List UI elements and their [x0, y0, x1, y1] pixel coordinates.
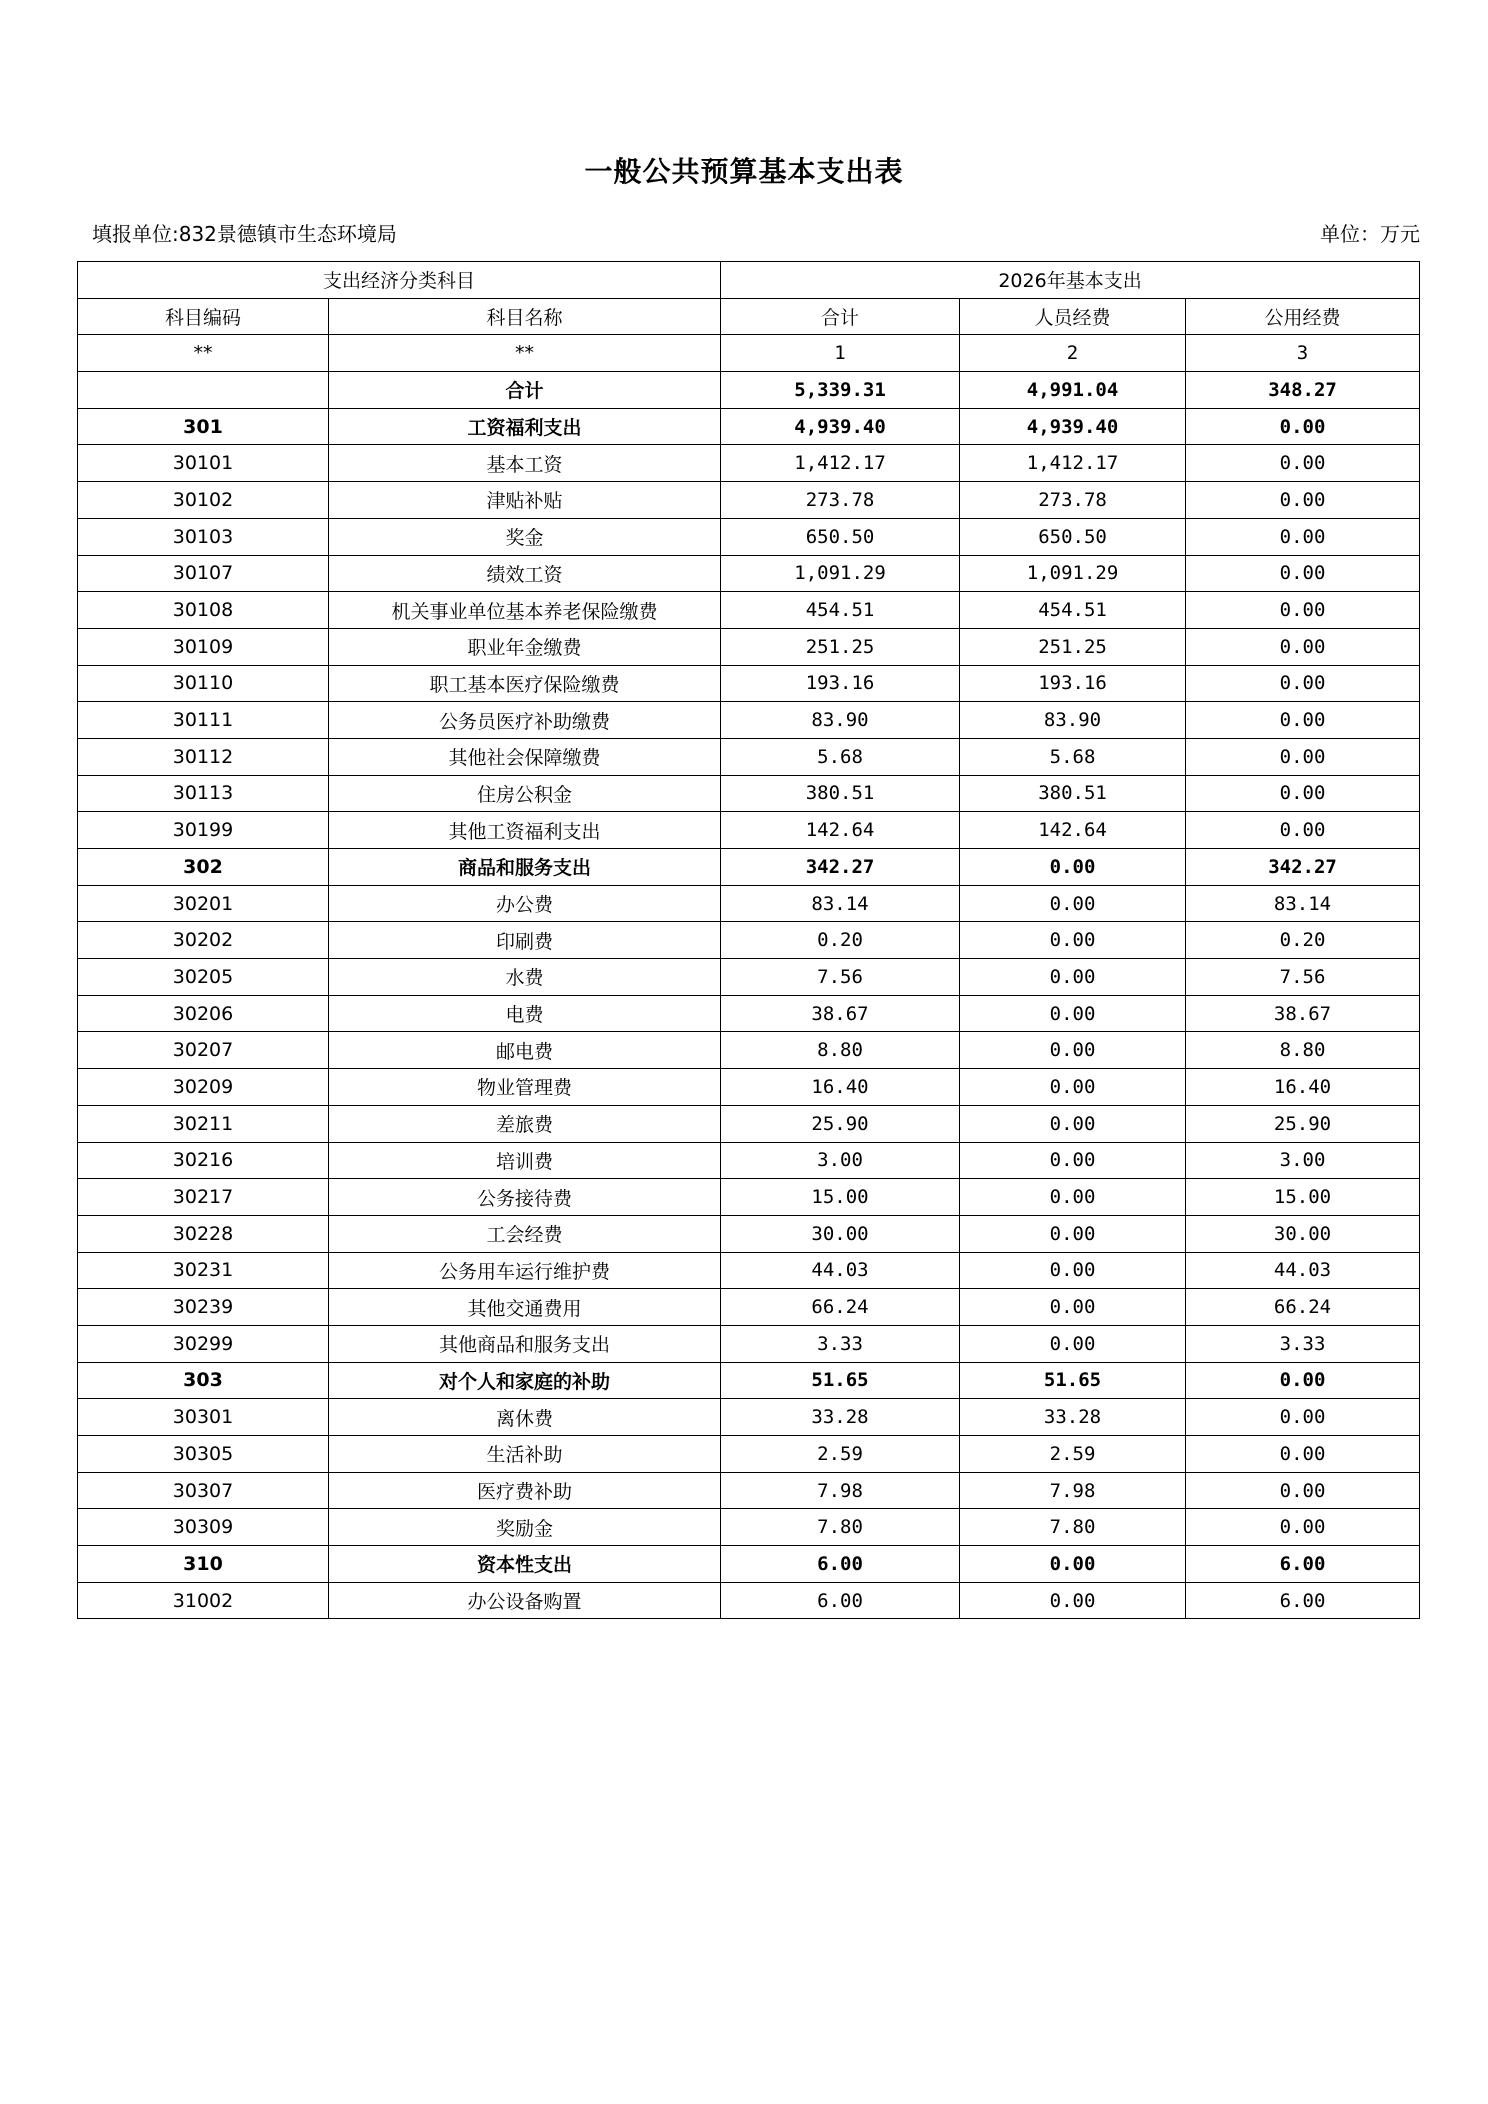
cell-code: 30231 — [78, 1252, 329, 1289]
cell-public: 8.80 — [1186, 1032, 1420, 1069]
cell-name: 差旅费 — [329, 1105, 721, 1142]
index-cell: 2 — [960, 335, 1186, 372]
cell-public: 0.00 — [1186, 555, 1420, 592]
cell-personnel: 273.78 — [960, 482, 1186, 519]
cell-personnel: 0.00 — [960, 959, 1186, 996]
cell-total: 1,091.29 — [721, 555, 960, 592]
cell-total: 83.14 — [721, 885, 960, 922]
cell-name: 离休费 — [329, 1399, 721, 1436]
cell-code: 30299 — [78, 1325, 329, 1362]
cell-public: 0.00 — [1186, 445, 1420, 482]
cell-personnel: 0.00 — [960, 1582, 1186, 1619]
cell-total: 8.80 — [721, 1032, 960, 1069]
cell-code: 30207 — [78, 1032, 329, 1069]
cell-personnel: 51.65 — [960, 1362, 1186, 1399]
header-group-right: 2026年基本支出 — [721, 262, 1420, 299]
cell-personnel: 1,091.29 — [960, 555, 1186, 592]
cell-personnel: 454.51 — [960, 592, 1186, 629]
cell-total: 342.27 — [721, 849, 960, 886]
cell-total: 6.00 — [721, 1582, 960, 1619]
table-row — [78, 995, 1420, 1032]
total-amount: 5,339.31 — [721, 372, 960, 409]
cell-total: 5.68 — [721, 738, 960, 775]
cell-total: 7.56 — [721, 959, 960, 996]
table-row — [78, 1215, 1420, 1252]
cell-name: 对个人和家庭的补助 — [329, 1362, 721, 1399]
total-code — [78, 372, 329, 409]
table-row — [78, 1289, 1420, 1326]
cell-name: 机关事业单位基本养老保险缴费 — [329, 592, 721, 629]
cell-public: 44.03 — [1186, 1252, 1420, 1289]
cell-personnel: 0.00 — [960, 1069, 1186, 1106]
cell-code: 30205 — [78, 959, 329, 996]
cell-name: 公务员医疗补助缴费 — [329, 702, 721, 739]
cell-name: 物业管理费 — [329, 1069, 721, 1106]
cell-public: 7.56 — [1186, 959, 1420, 996]
table-row — [78, 555, 1420, 592]
cell-public: 0.00 — [1186, 1472, 1420, 1509]
header-group-left: 支出经济分类科目 — [78, 262, 721, 299]
cell-public: 83.14 — [1186, 885, 1420, 922]
cell-total: 273.78 — [721, 482, 960, 519]
cell-total: 650.50 — [721, 518, 960, 555]
cell-personnel: 142.64 — [960, 812, 1186, 849]
cell-code: 30217 — [78, 1179, 329, 1216]
cell-name: 办公费 — [329, 885, 721, 922]
cell-public: 3.00 — [1186, 1142, 1420, 1179]
cell-public: 0.00 — [1186, 628, 1420, 665]
total-personnel: 4,991.04 — [960, 372, 1186, 409]
cell-public: 16.40 — [1186, 1069, 1420, 1106]
cell-name: 生活补助 — [329, 1436, 721, 1473]
budget-table — [77, 261, 1420, 1619]
cell-public: 0.00 — [1186, 738, 1420, 775]
cell-name: 工会经费 — [329, 1215, 721, 1252]
table-row — [78, 1546, 1420, 1583]
cell-code: 30211 — [78, 1105, 329, 1142]
cell-public: 0.00 — [1186, 408, 1420, 445]
cell-code: 30228 — [78, 1215, 329, 1252]
cell-public: 25.90 — [1186, 1105, 1420, 1142]
cell-public: 0.00 — [1186, 665, 1420, 702]
table-row — [78, 1325, 1420, 1362]
header-group-row — [78, 262, 1420, 299]
cell-personnel: 33.28 — [960, 1399, 1186, 1436]
header-code: 科目编码 — [78, 298, 329, 335]
cell-total: 25.90 — [721, 1105, 960, 1142]
cell-code: 30103 — [78, 518, 329, 555]
cell-personnel: 0.00 — [960, 1325, 1186, 1362]
index-row — [78, 335, 1420, 372]
cell-name: 其他交通费用 — [329, 1289, 721, 1326]
cell-code: 30309 — [78, 1509, 329, 1546]
cell-code: 30113 — [78, 775, 329, 812]
cell-total: 1,412.17 — [721, 445, 960, 482]
cell-code: 30111 — [78, 702, 329, 739]
cell-code: 30108 — [78, 592, 329, 629]
cell-code: 303 — [78, 1362, 329, 1399]
cell-name: 印刷费 — [329, 922, 721, 959]
cell-total: 4,939.40 — [721, 408, 960, 445]
cell-code: 31002 — [78, 1582, 329, 1619]
cell-public: 0.00 — [1186, 482, 1420, 519]
table-row — [78, 922, 1420, 959]
cell-name: 奖励金 — [329, 1509, 721, 1546]
cell-name: 电费 — [329, 995, 721, 1032]
cell-personnel: 7.98 — [960, 1472, 1186, 1509]
cell-public: 0.00 — [1186, 1509, 1420, 1546]
table-row — [78, 738, 1420, 775]
cell-public: 6.00 — [1186, 1546, 1420, 1583]
cell-code: 310 — [78, 1546, 329, 1583]
table-row — [78, 1472, 1420, 1509]
cell-total: 380.51 — [721, 775, 960, 812]
cell-name: 工资福利支出 — [329, 408, 721, 445]
table-row — [78, 1032, 1420, 1069]
cell-name: 水费 — [329, 959, 721, 996]
cell-personnel: 83.90 — [960, 702, 1186, 739]
cell-total: 2.59 — [721, 1436, 960, 1473]
cell-name: 职工基本医疗保险缴费 — [329, 665, 721, 702]
cell-personnel: 5.68 — [960, 738, 1186, 775]
cell-personnel: 0.00 — [960, 1032, 1186, 1069]
cell-public: 0.00 — [1186, 1399, 1420, 1436]
cell-personnel: 0.00 — [960, 1142, 1186, 1179]
table-row — [78, 408, 1420, 445]
cell-personnel: 0.00 — [960, 849, 1186, 886]
cell-personnel: 380.51 — [960, 775, 1186, 812]
cell-code: 30112 — [78, 738, 329, 775]
cell-name: 邮电费 — [329, 1032, 721, 1069]
table-row — [78, 1509, 1420, 1546]
cell-code: 30101 — [78, 445, 329, 482]
cell-name: 其他商品和服务支出 — [329, 1325, 721, 1362]
cell-name: 公务用车运行维护费 — [329, 1252, 721, 1289]
cell-public: 0.00 — [1186, 702, 1420, 739]
total-public: 348.27 — [1186, 372, 1420, 409]
cell-public: 0.00 — [1186, 592, 1420, 629]
header-public: 公用经费 — [1186, 298, 1420, 335]
table-body — [78, 408, 1420, 1619]
table-row — [78, 1105, 1420, 1142]
index-cell: ** — [78, 335, 329, 372]
cell-code: 30307 — [78, 1472, 329, 1509]
table-row — [78, 959, 1420, 996]
cell-total: 33.28 — [721, 1399, 960, 1436]
cell-public: 38.67 — [1186, 995, 1420, 1032]
table-row — [78, 849, 1420, 886]
cell-name: 职业年金缴费 — [329, 628, 721, 665]
cell-total: 142.64 — [721, 812, 960, 849]
cell-personnel: 0.00 — [960, 995, 1186, 1032]
table-row — [78, 592, 1420, 629]
table-row — [78, 1362, 1420, 1399]
header-row — [78, 298, 1420, 335]
cell-personnel: 0.00 — [960, 1289, 1186, 1326]
cell-public: 0.00 — [1186, 812, 1420, 849]
cell-total: 251.25 — [721, 628, 960, 665]
cell-public: 0.00 — [1186, 518, 1420, 555]
cell-public: 0.00 — [1186, 1362, 1420, 1399]
cell-total: 7.98 — [721, 1472, 960, 1509]
cell-personnel: 0.00 — [960, 1215, 1186, 1252]
cell-personnel: 0.00 — [960, 1546, 1186, 1583]
cell-code: 30202 — [78, 922, 329, 959]
cell-personnel: 650.50 — [960, 518, 1186, 555]
cell-personnel: 0.00 — [960, 885, 1186, 922]
filing-unit: 填报单位:832景德镇市生态环境局 — [92, 222, 397, 246]
table-row — [78, 1142, 1420, 1179]
cell-personnel: 1,412.17 — [960, 445, 1186, 482]
table-row — [78, 1179, 1420, 1216]
cell-code: 30201 — [78, 885, 329, 922]
index-cell: ** — [329, 335, 721, 372]
cell-code: 30102 — [78, 482, 329, 519]
cell-total: 3.00 — [721, 1142, 960, 1179]
cell-code: 30216 — [78, 1142, 329, 1179]
cell-total: 193.16 — [721, 665, 960, 702]
total-name: 合计 — [329, 372, 721, 409]
table-row — [78, 702, 1420, 739]
cell-name: 基本工资 — [329, 445, 721, 482]
cell-personnel: 4,939.40 — [960, 408, 1186, 445]
cell-code: 30107 — [78, 555, 329, 592]
cell-public: 6.00 — [1186, 1582, 1420, 1619]
cell-code: 30206 — [78, 995, 329, 1032]
cell-personnel: 0.00 — [960, 922, 1186, 959]
cell-name: 办公设备购置 — [329, 1582, 721, 1619]
cell-code: 30199 — [78, 812, 329, 849]
cell-public: 15.00 — [1186, 1179, 1420, 1216]
table-row — [78, 1252, 1420, 1289]
cell-code: 302 — [78, 849, 329, 886]
cell-total: 0.20 — [721, 922, 960, 959]
cell-public: 3.33 — [1186, 1325, 1420, 1362]
cell-code: 30239 — [78, 1289, 329, 1326]
index-cell: 3 — [1186, 335, 1420, 372]
cell-name: 津贴补贴 — [329, 482, 721, 519]
cell-public: 0.00 — [1186, 775, 1420, 812]
cell-name: 奖金 — [329, 518, 721, 555]
table-row — [78, 482, 1420, 519]
cell-total: 38.67 — [721, 995, 960, 1032]
table-row — [78, 1582, 1420, 1619]
cell-code: 30110 — [78, 665, 329, 702]
table-row — [78, 665, 1420, 702]
cell-code: 301 — [78, 408, 329, 445]
cell-name: 绩效工资 — [329, 555, 721, 592]
cell-name: 其他社会保障缴费 — [329, 738, 721, 775]
cell-name: 其他工资福利支出 — [329, 812, 721, 849]
table-row — [78, 445, 1420, 482]
cell-name: 公务接待费 — [329, 1179, 721, 1216]
currency-unit: 单位：万元 — [1320, 222, 1420, 246]
cell-code: 30109 — [78, 628, 329, 665]
cell-name: 医疗费补助 — [329, 1472, 721, 1509]
table-row — [78, 518, 1420, 555]
cell-personnel: 0.00 — [960, 1179, 1186, 1216]
table-row — [78, 885, 1420, 922]
header-total: 合计 — [721, 298, 960, 335]
index-cell: 1 — [721, 335, 960, 372]
table-row — [78, 628, 1420, 665]
cell-total: 51.65 — [721, 1362, 960, 1399]
page-title: 一般公共预算基本支出表 — [584, 155, 904, 188]
header-name: 科目名称 — [329, 298, 721, 335]
table-row — [78, 775, 1420, 812]
cell-name: 培训费 — [329, 1142, 721, 1179]
cell-total: 30.00 — [721, 1215, 960, 1252]
cell-name: 资本性支出 — [329, 1546, 721, 1583]
table-row — [78, 1399, 1420, 1436]
cell-public: 0.20 — [1186, 922, 1420, 959]
cell-code: 30209 — [78, 1069, 329, 1106]
cell-total: 454.51 — [721, 592, 960, 629]
total-row — [78, 372, 1420, 409]
table-row — [78, 1436, 1420, 1473]
cell-personnel: 2.59 — [960, 1436, 1186, 1473]
table-row — [78, 1069, 1420, 1106]
header-personnel: 人员经费 — [960, 298, 1186, 335]
cell-public: 30.00 — [1186, 1215, 1420, 1252]
cell-public: 66.24 — [1186, 1289, 1420, 1326]
cell-personnel: 0.00 — [960, 1105, 1186, 1142]
table-row — [78, 812, 1420, 849]
cell-public: 0.00 — [1186, 1436, 1420, 1473]
cell-personnel: 0.00 — [960, 1252, 1186, 1289]
cell-total: 44.03 — [721, 1252, 960, 1289]
cell-personnel: 251.25 — [960, 628, 1186, 665]
cell-total: 3.33 — [721, 1325, 960, 1362]
cell-name: 商品和服务支出 — [329, 849, 721, 886]
cell-name: 住房公积金 — [329, 775, 721, 812]
cell-code: 30301 — [78, 1399, 329, 1436]
cell-total: 7.80 — [721, 1509, 960, 1546]
cell-public: 342.27 — [1186, 849, 1420, 886]
cell-personnel: 7.80 — [960, 1509, 1186, 1546]
cell-total: 15.00 — [721, 1179, 960, 1216]
cell-code: 30305 — [78, 1436, 329, 1473]
cell-total: 16.40 — [721, 1069, 960, 1106]
cell-total: 66.24 — [721, 1289, 960, 1326]
cell-personnel: 193.16 — [960, 665, 1186, 702]
cell-total: 83.90 — [721, 702, 960, 739]
cell-total: 6.00 — [721, 1546, 960, 1583]
